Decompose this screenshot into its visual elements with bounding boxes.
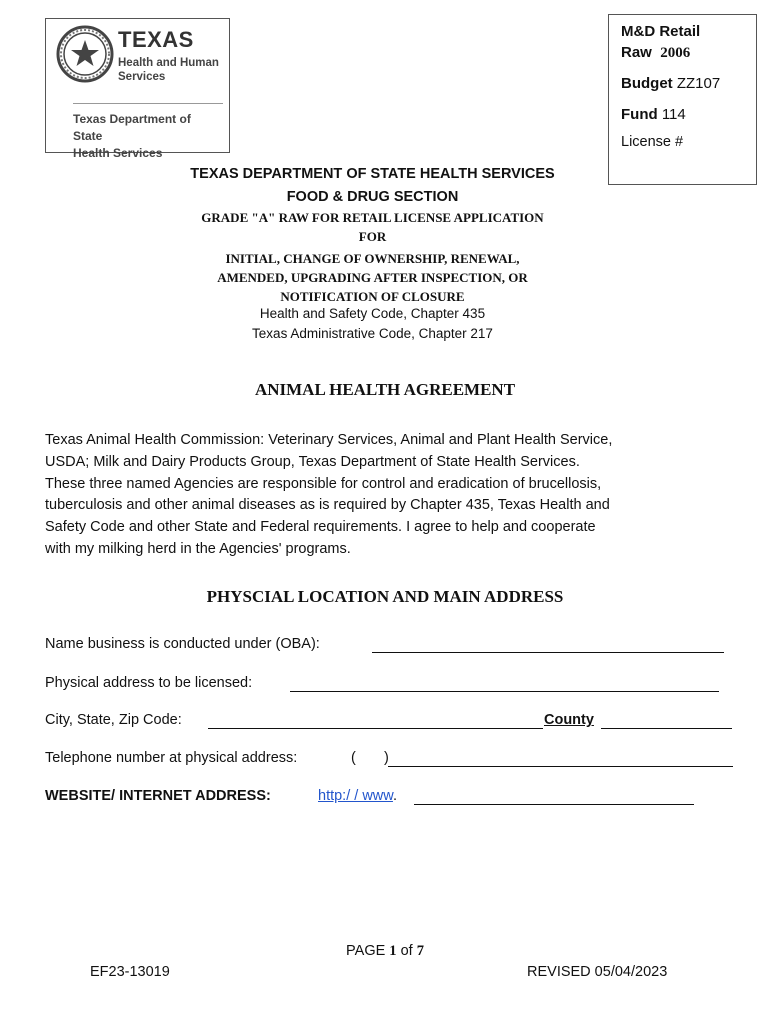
county-field[interactable] xyxy=(601,728,732,729)
business-name-field[interactable] xyxy=(372,652,724,653)
section-name: FOOD & DRUG SECTION xyxy=(286,189,459,205)
code-reference-2: Texas Administrative Code, Chapter 217 xyxy=(252,326,493,341)
agency-logo xyxy=(45,18,230,160)
physical-address-label: Physical address to be licensed: xyxy=(45,675,253,691)
fund-raw: Raw 2006 xyxy=(621,44,691,61)
business-name-label: Name business is conducted under (OBA): xyxy=(45,636,320,652)
physical-address-field[interactable] xyxy=(290,691,719,692)
logo-subtitle: Health and Human Services xyxy=(118,57,219,83)
agency-name: TEXAS DEPARTMENT OF STATE HEALTH SERVICES xyxy=(190,166,555,182)
agreement-title: ANIMAL HEALTH AGREEMENT xyxy=(254,380,516,399)
logo-department: Texas Department of State Health Services xyxy=(73,112,191,160)
website-link[interactable]: http:/ / www xyxy=(318,788,393,804)
telephone-label: Telephone number at physical address: xyxy=(45,750,298,766)
fund-info-box xyxy=(608,14,757,185)
county-label: County xyxy=(544,712,594,728)
city-state-zip-field[interactable] xyxy=(208,728,543,729)
page-number: PAGE 1 of 7 xyxy=(346,943,424,959)
form-number: EF23-13019 xyxy=(90,964,170,980)
revised-date: REVISED 05/04/2023 xyxy=(527,964,668,980)
fund-budget: Budget ZZ107 xyxy=(621,75,721,92)
form-for: FOR xyxy=(358,229,387,244)
logo-title: TEXAS xyxy=(118,27,194,52)
texas-seal-icon xyxy=(56,25,114,83)
form-title: GRADE "A" RAW FOR RETAIL LICENSE APPLICATION xyxy=(201,210,544,225)
location-title: PHYSCIAL LOCATION AND MAIN ADDRESS xyxy=(206,587,564,606)
telephone-paren-open: ( xyxy=(351,750,356,766)
fund-fund: Fund 114 xyxy=(621,106,686,123)
city-state-zip-label: City, State, Zip Code: xyxy=(45,712,182,728)
fund-license: License # xyxy=(621,134,684,150)
website-field[interactable] xyxy=(414,804,694,805)
application-types: INITIAL, CHANGE OF OWNERSHIP, RENEWAL, AMENDED, UPGRADING AFTER INSPECTION, OR NOTIFICATION OF CLOSURE xyxy=(217,251,528,304)
telephone-field[interactable] xyxy=(388,766,733,767)
code-reference-1: Health and Safety Code, Chapter 435 xyxy=(259,306,486,321)
logo-divider xyxy=(73,103,223,104)
website-label: WEBSITE/ INTERNET ADDRESS: xyxy=(45,788,271,804)
agreement-text: Texas Animal Health Commission: Veterinary Services, Animal and Plant Health Service, USDA; Milk and Dairy Products Group, Texas Department of State Health Services. These three named Agencies are responsible for control and eradication of brucellosis, tuberculosis and other animal diseases as is required by Chapter 435, Texas Health and Safety Code and other State and Federal requirements. I agree to help and cooperate with my milking herd in the Agencies' programs. xyxy=(45,432,613,557)
website-prefix[interactable]: http:/ / www. xyxy=(318,788,397,804)
fund-line1: M&D Retail xyxy=(621,23,701,40)
telephone-paren-close: ) xyxy=(384,750,389,766)
